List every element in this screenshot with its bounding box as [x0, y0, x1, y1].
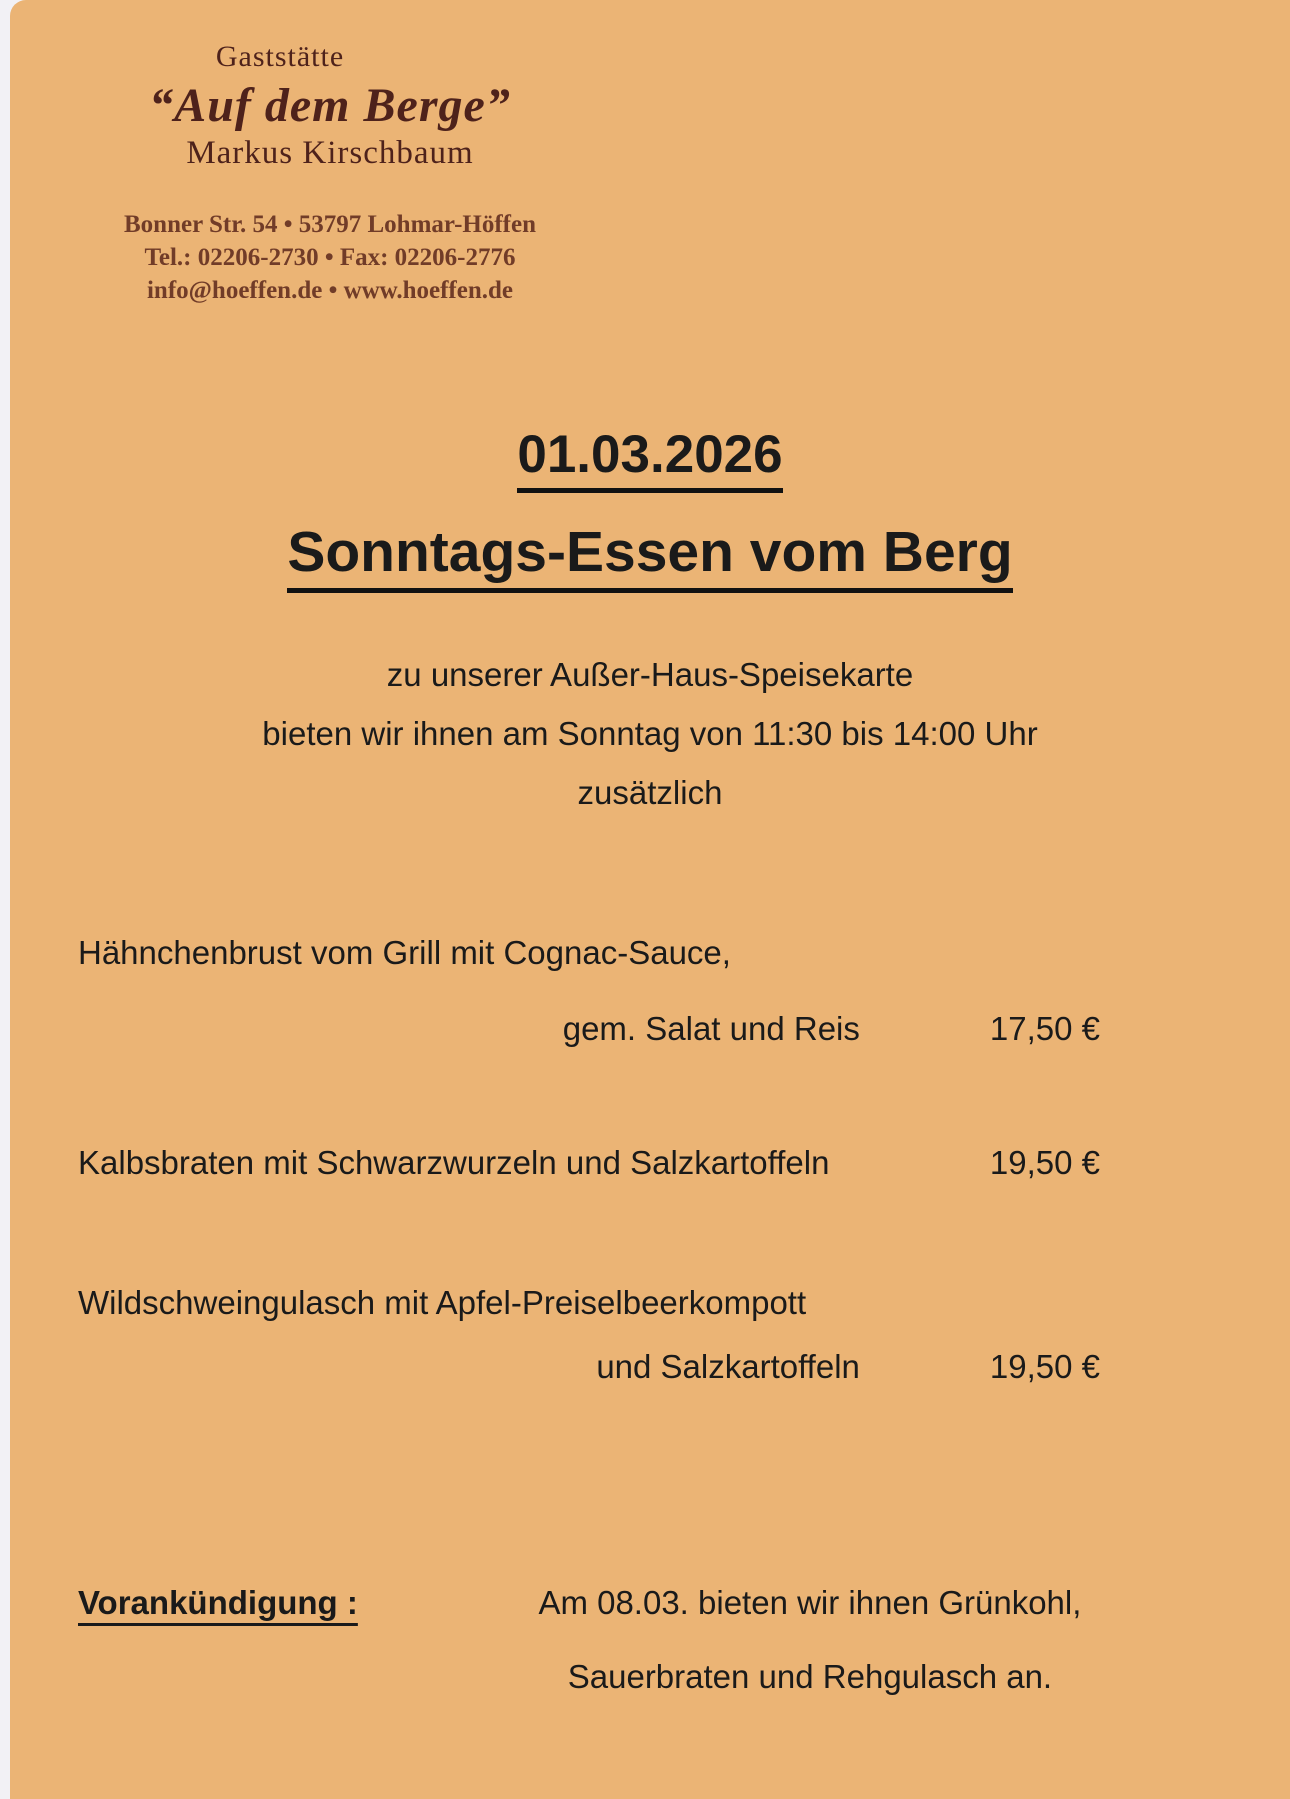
- menu-item-price: 17,50 €: [989, 1010, 1100, 1047]
- announcement-label: Vorankündigung :: [78, 1584, 358, 1621]
- menu-item-name: Kalbsbraten mit Schwarzwurzeln und Salzkartoffeln: [78, 1144, 830, 1181]
- menu-flyer-page: [10, 0, 1290, 1799]
- announcement-line-2: Sauerbraten und Rehgulasch an.: [567, 1658, 1053, 1695]
- page-title-text: Sonntags-Essen vom Berg: [287, 524, 1012, 593]
- menu-item: [78, 930, 1100, 1052]
- letterhead: [90, 40, 570, 307]
- restaurant-name: “Auf dem Berge”: [149, 79, 511, 132]
- intro-line-3: zusätzlich: [577, 774, 723, 811]
- menu-item-sides: gem. Salat und Reis: [562, 1010, 860, 1047]
- menu-item-name: Wildschweingulasch mit Apfel-Preiselbeerkompott: [78, 1284, 807, 1321]
- menu-item: [78, 1280, 1100, 1390]
- establishment-type: Gaststätte: [215, 40, 345, 73]
- owner-name: Markus Kirschbaum: [186, 135, 474, 171]
- menu-list: [78, 930, 1100, 1390]
- street-address: Bonner Str. 54 • 53797 Lohmar-Höffen: [124, 211, 536, 238]
- announcement-line-1: Am 08.03. bieten wir ihnen Grünkohl,: [538, 1584, 1082, 1621]
- title-block: [10, 424, 1290, 593]
- intro-line-2: bieten wir ihnen am Sonntag von 11:30 bis 14:00 Uhr: [262, 715, 1038, 752]
- announcement-text: [358, 1566, 1262, 1714]
- menu-item-price: 19,50 €: [989, 1348, 1100, 1385]
- menu-item-name: Hähnchenbrust vom Grill mit Cognac-Sauce,: [78, 934, 731, 971]
- page-title: [10, 519, 1290, 593]
- announcement: [78, 1566, 1262, 1714]
- address-block: [90, 208, 570, 307]
- menu-item-price: 19,50 €: [989, 1144, 1100, 1181]
- menu-item: [78, 1140, 1100, 1186]
- intro-paragraph: [10, 645, 1290, 822]
- email-website: info@hoeffen.de • www.hoeffen.de: [146, 277, 513, 304]
- intro-line-1: zu unserer Außer-Haus-Speisekarte: [386, 656, 914, 693]
- event-date: [10, 424, 1290, 493]
- menu-item-sides: und Salzkartoffeln: [596, 1348, 860, 1385]
- phone-fax: Tel.: 02206-2730 • Fax: 02206-2776: [144, 244, 516, 271]
- event-date-text: 01.03.2026: [517, 428, 782, 493]
